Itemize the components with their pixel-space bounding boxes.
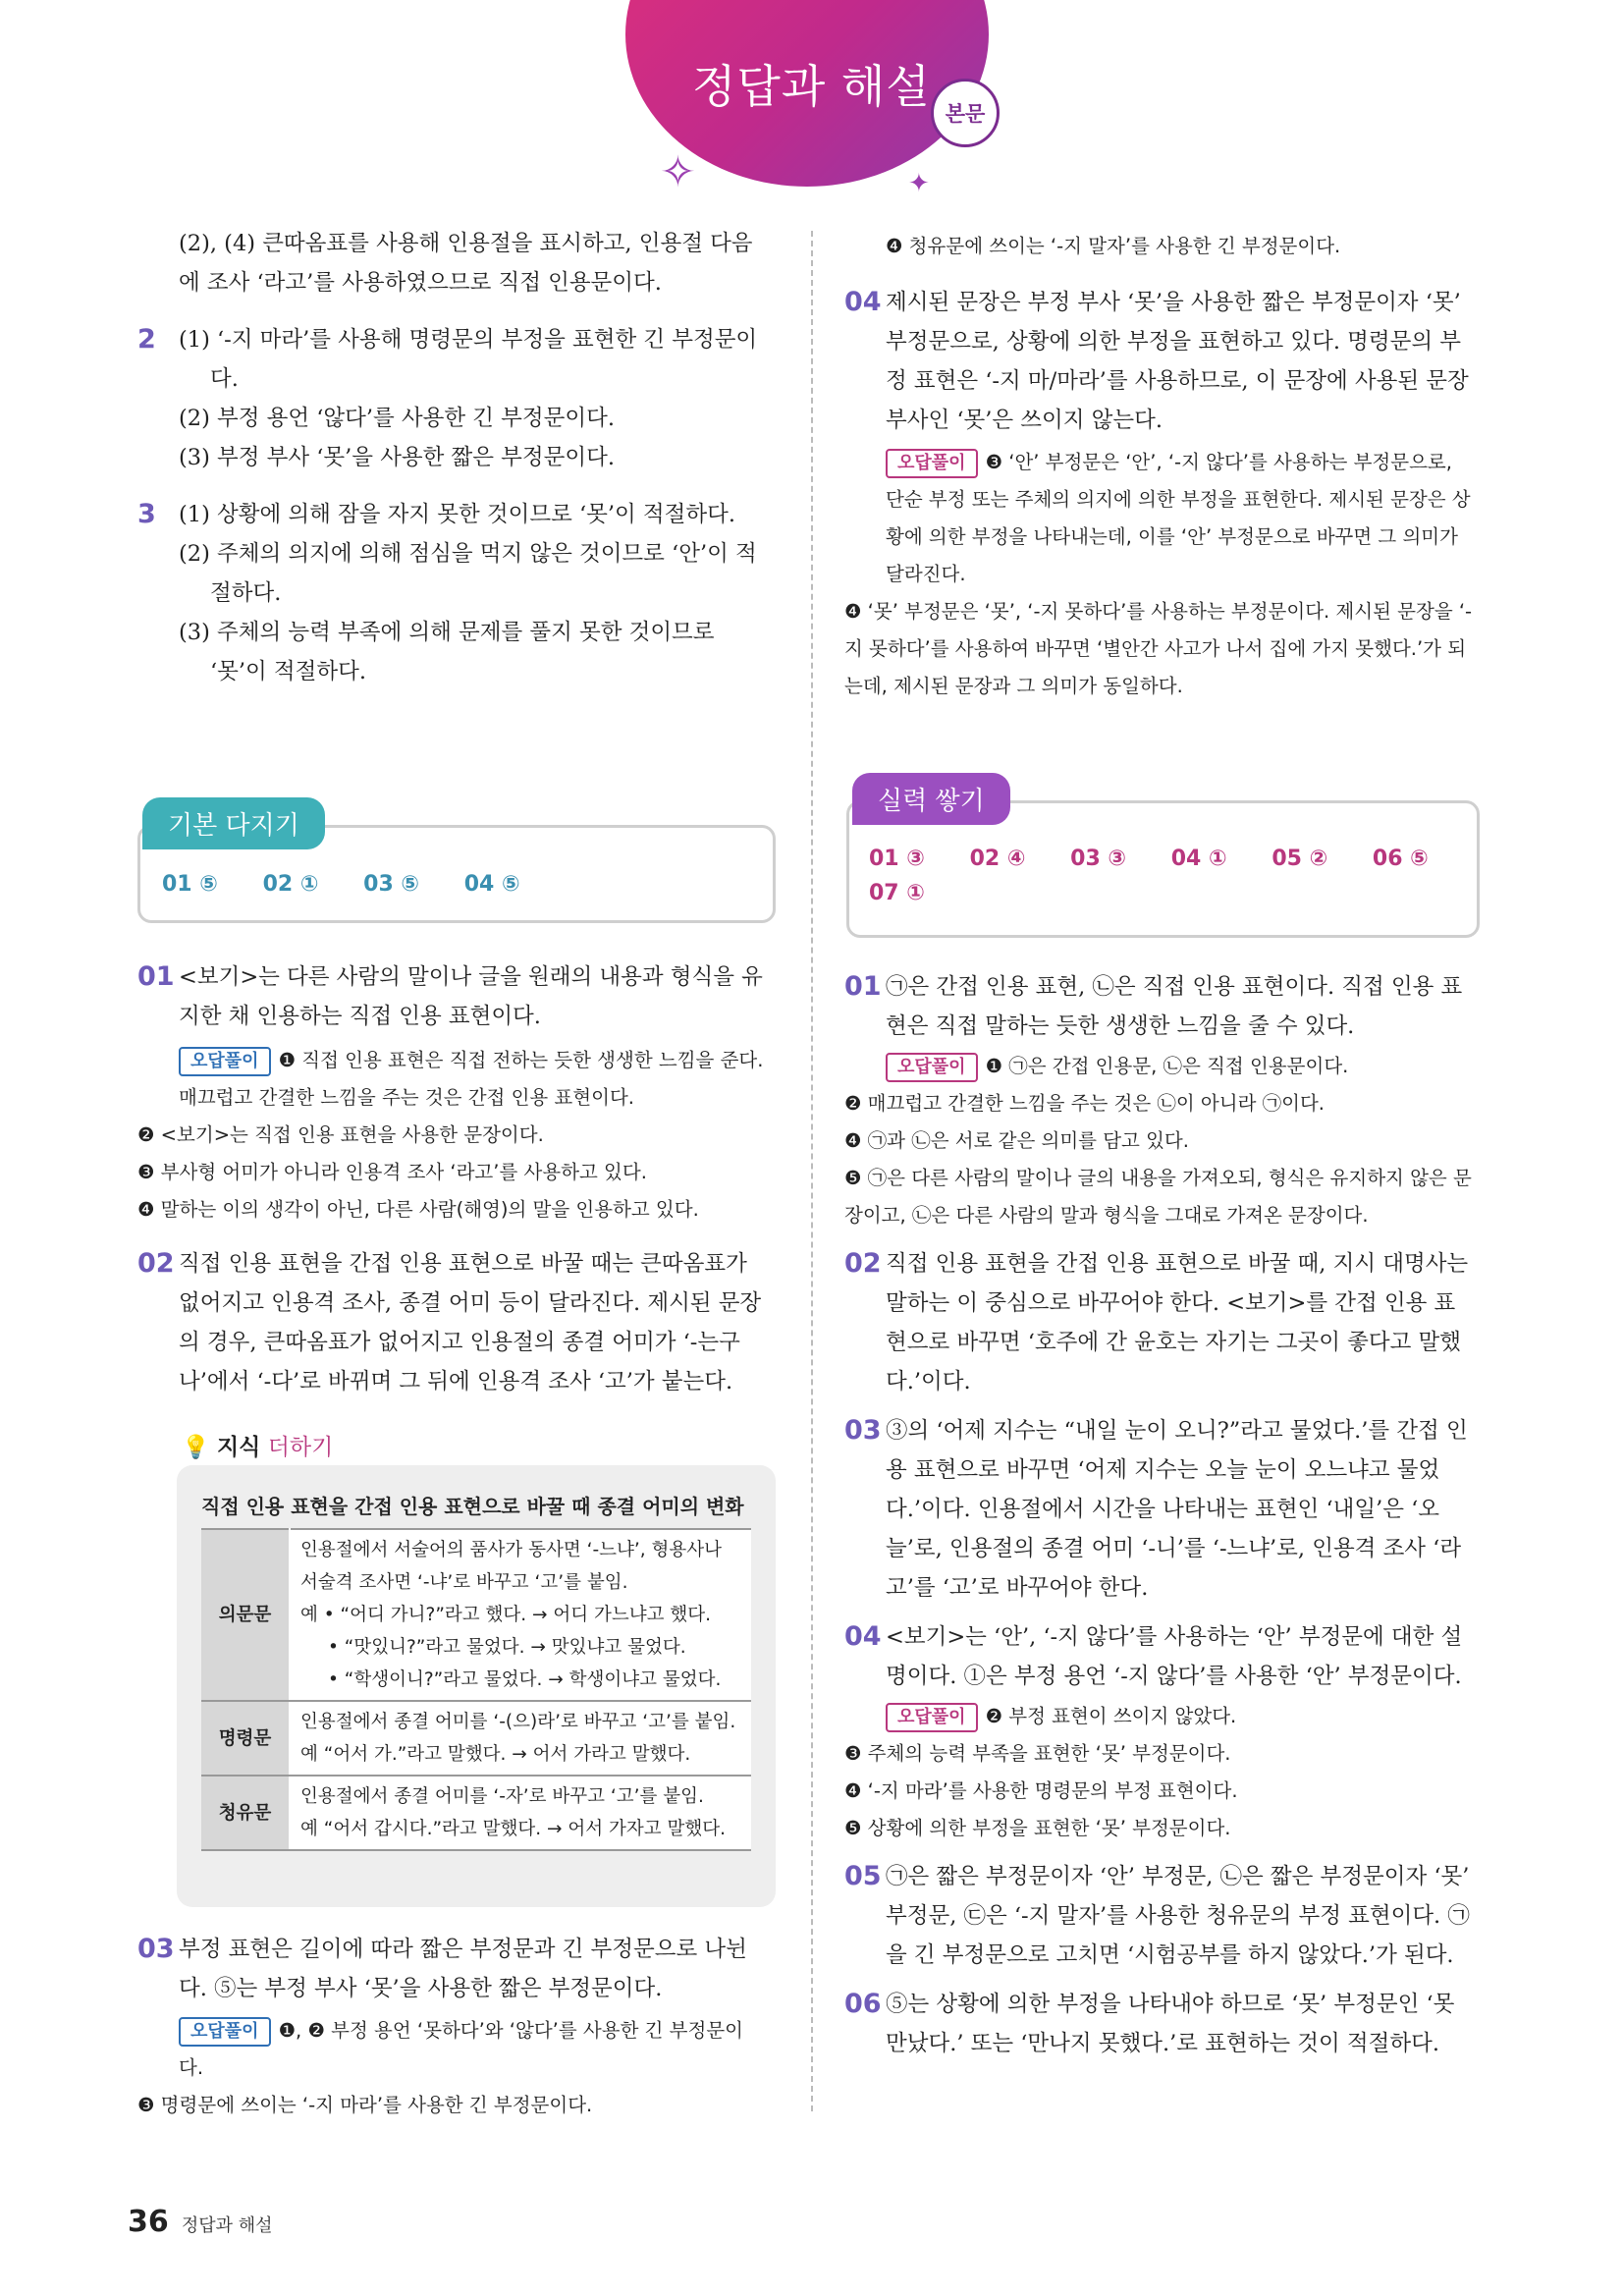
note: ❷ <보기>는 직접 인용 표현을 사용한 문장이다. bbox=[137, 1123, 544, 1146]
note: ❹ 청유문에 쓰이는 ‘-지 말자’를 사용한 긴 부정문이다. bbox=[886, 235, 1341, 257]
answer: 01 ⑤ bbox=[162, 872, 218, 897]
note: ❸ 주체의 능력 부족을 표현한 ‘못’ 부정문이다. bbox=[844, 1742, 1231, 1765]
row-body bbox=[290, 1529, 751, 1701]
question-number: 2 bbox=[137, 324, 156, 355]
knowledge-table bbox=[201, 1528, 751, 1851]
answer: 07 ① bbox=[869, 881, 925, 905]
section-badge: 본문 bbox=[931, 79, 1000, 147]
skill-question-05 bbox=[844, 1857, 1473, 1975]
right-column-bottom bbox=[844, 967, 1473, 2063]
note: ❹ 말하는 이의 생각이 아닌, 다른 사람(해영)의 말을 인용하고 있다. bbox=[137, 1198, 699, 1221]
basic-answers bbox=[162, 872, 558, 897]
basic-question-04 bbox=[844, 283, 1473, 440]
question-text: ⑤는 상황에 의한 부정을 나타내야 하므로 ‘못’ 부정문인 ‘못 만났다.’ 또는 ‘만나지 못했다.’로 표현하는 것이 적절하다. bbox=[886, 1992, 1455, 2056]
note: ❹ ㉠과 ㉡은 서로 같은 의미를 담고 있다. bbox=[844, 1129, 1189, 1152]
line: (3) 주체의 능력 부족에 의해 문제를 풀지 못한 것이므로 ‘못’이 적절하다. bbox=[179, 620, 715, 684]
wrong-answer-notes bbox=[137, 2012, 766, 2124]
right-column-top bbox=[844, 228, 1473, 705]
note: ❹ ‘-지 마라’를 사용한 명령문의 부정 표현이다. bbox=[844, 1779, 1238, 1802]
skill-tab: 실력 쌓기 bbox=[852, 773, 1010, 825]
question-text: 부정 표현은 길이에 따라 짧은 부정문과 긴 부정문으로 나뉜다. ⑤는 부정 부사 ‘못’을 사용한 짧은 부정문이다. bbox=[179, 1937, 747, 2001]
cell-line: 인용절에서 종결 어미를 ‘-자’로 바꾸고 ‘고’를 붙임. bbox=[300, 1786, 704, 1807]
note: ❷ 매끄럽고 간결한 느낌을 주는 것은 ㉡이 아니라 ㉠이다. bbox=[844, 1092, 1325, 1115]
column-divider bbox=[811, 231, 813, 2111]
note: ❹ ‘못’ 부정문은 ‘못’, ‘-지 못하다’를 사용하는 부정문이다. 제시된 문장을 ‘-지 못하다’를 사용하여 바꾸면 ‘별안간 사고가 나서 집에 가지 못했다.’가 되는데, 제시된 문장과 그 의미가 동일하다. bbox=[844, 600, 1473, 697]
wrong-answer-tag: 오답풀이 bbox=[886, 1703, 978, 1732]
basic-question-03 bbox=[137, 1930, 766, 2008]
answer: 02 ④ bbox=[969, 847, 1026, 871]
note: ❶ 직접 인용 표현은 직접 전하는 듯한 생생한 느낌을 준다. 매끄럽고 간결한 느낌을 주는 것은 간접 인용 표현이다. bbox=[179, 1049, 764, 1109]
wrong-answer-tag: 오답풀이 bbox=[886, 449, 978, 478]
wrong-answer-tag: 오답풀이 bbox=[886, 1053, 978, 1082]
skill-question-02 bbox=[844, 1244, 1473, 1401]
knowledge-heading bbox=[182, 1429, 333, 1461]
question-number: 03 bbox=[137, 1934, 175, 1964]
cell-line: 예 “어서 갑시다.”라고 말했다. → 어서 가자고 말했다. bbox=[300, 1819, 727, 1839]
footer-label: 정답과 해설 bbox=[181, 2215, 273, 2236]
question-text: 제시된 문장은 부정 부사 ‘못’을 사용한 짧은 부정문이자 ‘못’ 부정문으로, 상황에 의한 부정을 표현하고 있다. 명령문의 부정 표현은 ‘-지 마/마라’를 사용하므로, 이 문장에 사용된 문장 부사인 ‘못’은 쓰이지 않는다. bbox=[886, 290, 1469, 433]
answer: 01 ③ bbox=[869, 847, 925, 871]
basic-question-01 bbox=[137, 957, 766, 1036]
note: ❶, ❷ 부정 용언 ‘못하다’와 ‘않다’를 사용한 긴 부정문이다. bbox=[179, 2019, 744, 2079]
line: (2) 부정 용언 ‘않다’를 사용한 긴 부정문이다. bbox=[179, 406, 616, 431]
question-number: 02 bbox=[844, 1248, 882, 1279]
paragraph: (2), (4) 큰따옴표를 사용해 인용절을 표시하고, 인용절 다음에 조사 ‘라고’를 사용하였으므로 직접 인용문이다. bbox=[179, 231, 753, 296]
question-text: <보기>는 다른 사람의 말이나 글을 원래의 내용과 형식을 유지한 채 인용하는 직접 인용 표현이다. bbox=[179, 964, 763, 1029]
answer: 03 ③ bbox=[1070, 847, 1127, 871]
question-number: 01 bbox=[137, 961, 175, 992]
question-2 bbox=[137, 320, 766, 477]
question-text: <보기>는 ‘안’, ‘-지 않다’를 사용하는 ‘안’ 부정문에 대한 설명이다. ①은 부정 용언 ‘-지 않다’를 사용한 ‘안’ 부정문이다. bbox=[886, 1624, 1463, 1689]
answer: 02 ① bbox=[262, 872, 319, 897]
cell-line: 예 “어서 가.”라고 말했다. → 어서 가라고 말했다. bbox=[300, 1744, 691, 1765]
note: ❺ 상황에 의한 부정을 표현한 ‘못’ 부정문이다. bbox=[844, 1817, 1231, 1839]
question-number: 03 bbox=[844, 1415, 882, 1446]
line: (1) 상황에 의해 잠을 자지 못한 것이므로 ‘못’이 적절하다. bbox=[179, 502, 735, 527]
question-number: 04 bbox=[844, 287, 882, 317]
skill-question-04 bbox=[844, 1617, 1473, 1696]
bulb-icon: 💡 bbox=[182, 1435, 210, 1460]
note: ❷ 부정 표현이 쓰이지 않았다. bbox=[985, 1705, 1237, 1727]
question-3 bbox=[137, 495, 766, 691]
question-text: ㉠은 간접 인용 표현, ㉡은 직접 인용 표현이다. 직접 인용 표현은 직접 말하는 듯한 생생한 느낌을 줄 수 있다. bbox=[886, 974, 1463, 1039]
row-header: 명령문 bbox=[201, 1701, 290, 1776]
wrong-answer-notes bbox=[844, 444, 1473, 705]
answer: 05 ② bbox=[1271, 847, 1328, 871]
wrong-answer-tag: 오답풀이 bbox=[179, 1047, 271, 1076]
note: ❸ 부사형 어미가 아니라 인용격 조사 ‘라고’를 사용하고 있다. bbox=[137, 1161, 647, 1183]
question-number: 02 bbox=[137, 1248, 175, 1279]
note: ❸ ‘안’ 부정문은 ‘안’, ‘-지 않다’를 사용하는 부정문으로, 단순 부정 또는 주체의 의지에 의한 부정을 표현한다. 제시된 문장은 상황에 의한 부정을 나타내는데, 이를 ‘안’ 부정문으로 바꾸면 그 의미가 달라진다. bbox=[886, 451, 1471, 585]
line: (1) ‘-지 마라’를 사용해 명령문의 부정을 표현한 긴 부정문이다. bbox=[179, 327, 758, 392]
question-number: 04 bbox=[844, 1621, 882, 1652]
question-number: 05 bbox=[844, 1861, 882, 1891]
wrong-answer-tag: 오답풀이 bbox=[179, 2017, 271, 2047]
question-number: 01 bbox=[844, 971, 882, 1002]
basic-tab: 기본 다지기 bbox=[142, 797, 325, 849]
heading-b: 더하기 bbox=[267, 1435, 334, 1460]
note: ❺ ㉠은 다른 사람의 말이나 글의 내용을 가져오되, 형식은 유지하지 않은 문장이고, ㉡은 다른 사람의 말과 형식을 그대로 가져온 문장이다. bbox=[844, 1167, 1472, 1227]
row-header: 의문문 bbox=[201, 1529, 290, 1701]
question-text: ③의 ‘어제 지수는 “내일 눈이 오니?”라고 물었다.’를 간접 인용 표현으로 바꾸면 ‘어제 지수는 오늘 눈이 오느냐고 물었다.’이다. 인용절에서 시간을 나타내는 표현인 ‘내일’은 ‘오늘’로, 인용절의 종결 어미 ‘-니’를 ‘-느냐’로, 인용격 조사 ‘라고’를 ‘고’로 바꾸어야 한다. bbox=[886, 1418, 1468, 1601]
wrong-answer-notes bbox=[844, 1048, 1473, 1234]
skill-answers bbox=[869, 847, 1466, 905]
line: (2) 주체의 의지에 의해 점심을 먹지 않은 것이므로 ‘안’이 적절하다. bbox=[179, 541, 757, 606]
knowledge-title: 직접 인용 표현을 간접 인용 표현으로 바꿀 때 종결 어미의 변화 bbox=[201, 1495, 744, 1518]
question-text: ㉠은 짧은 부정문이자 ‘안’ 부정문, ㉡은 짧은 부정문이자 ‘못’ 부정문, ㉢은 ‘-지 말자’를 사용한 청유문의 부정 표현이다. ㉠을 긴 부정문으로 고치면 ‘시험공부를 하지 않았다.’가 된다. bbox=[886, 1864, 1470, 1968]
question-text: 직접 인용 표현을 간접 인용 표현으로 바꿀 때는 큰따옴표가 없어지고 인용격 조사, 종결 어미 등이 달라진다. 제시된 문장의 경우, 큰따옴표가 없어지고 인용절의 종결 어미가 ‘-는구나’에서 ‘-다’로 바뀌며 그 뒤에 인용격 조사 ‘고’가 붙는다. bbox=[179, 1251, 762, 1394]
answer: 03 ⑤ bbox=[363, 872, 420, 897]
table-row bbox=[201, 1776, 751, 1850]
note: ❶ ㉠은 간접 인용문, ㉡은 직접 인용문이다. bbox=[985, 1055, 1349, 1077]
left-column-top bbox=[137, 224, 766, 691]
page-title: 정답과 해설 bbox=[692, 60, 931, 113]
answer: 04 ① bbox=[1170, 847, 1227, 871]
answer: 04 ⑤ bbox=[463, 872, 520, 897]
left-column-mid bbox=[137, 957, 766, 1401]
cell-line: 인용절에서 종결 어미를 ‘-(으)라’로 바꾸고 ‘고’를 붙임. bbox=[300, 1712, 736, 1732]
table-row bbox=[201, 1701, 751, 1776]
question-number: 06 bbox=[844, 1989, 882, 2019]
sparkle-icon: ✧ bbox=[660, 147, 696, 197]
wrong-answer-notes bbox=[137, 1042, 766, 1229]
cell-line: 인용절에서 서술어의 품사가 동사면 ‘-느냐’, 형용사나 서술격 조사면 ‘-냐’로 바꾸고 ‘고’를 붙임. bbox=[300, 1540, 723, 1593]
row-body bbox=[290, 1701, 751, 1776]
cell-line: 예 • “어디 가니?”라고 했다. → 어디 가느냐고 했다. bbox=[300, 1605, 712, 1625]
skill-question-06 bbox=[844, 1985, 1473, 2063]
basic-question-02 bbox=[137, 1244, 766, 1401]
skill-question-01 bbox=[844, 967, 1473, 1046]
cell-line: • “학생이니?”라고 물었다. → 학생이냐고 물었다. bbox=[328, 1669, 722, 1690]
heading-a: 지식 bbox=[216, 1435, 261, 1460]
page-footer bbox=[128, 2205, 273, 2239]
left-column-bottom bbox=[137, 1930, 766, 2124]
row-body bbox=[290, 1776, 751, 1850]
note: ❸ 명령문에 쓰이는 ‘-지 마라’를 사용한 긴 부정문이다. bbox=[137, 2094, 593, 2116]
question-number: 3 bbox=[137, 499, 156, 529]
page-number: 36 bbox=[128, 2205, 169, 2239]
line: (3) 부정 부사 ‘못’을 사용한 짧은 부정문이다. bbox=[179, 445, 616, 470]
question-text: 직접 인용 표현을 간접 인용 표현으로 바꿀 때, 지시 대명사는 말하는 이 중심으로 바꾸어야 한다. <보기>를 간접 인용 표현으로 바꾸면 ‘호주에 간 윤호는 자기는 그곳이 좋다고 말했다.’이다. bbox=[886, 1251, 1469, 1394]
skill-question-03 bbox=[844, 1411, 1473, 1608]
cell-line: • “맛있니?”라고 물었다. → 맛있냐고 물었다. bbox=[328, 1637, 686, 1658]
row-header: 청유문 bbox=[201, 1776, 290, 1850]
wrong-answer-notes bbox=[844, 1698, 1473, 1847]
table-row bbox=[201, 1529, 751, 1701]
sparkle-icon: ✦ bbox=[908, 169, 930, 198]
answer: 06 ⑤ bbox=[1372, 847, 1429, 871]
